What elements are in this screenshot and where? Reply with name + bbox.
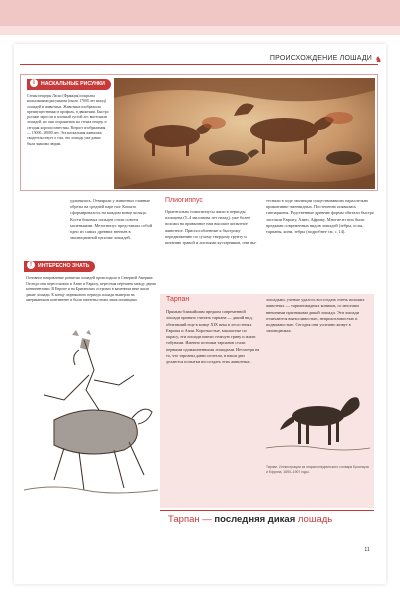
tarpan-heading: Тарпан [166, 296, 190, 303]
pliohippus-text: Ориентально плиогиппусы жили в периоды плиоцена (5–4 миллиона лет назад), уже более похожи на привычное нам высокое копытное животное. Приспособленные к быстрому передвижению по сухому твердому грунту и питанию травой и листьями кустарников, они вы- [165, 209, 257, 246]
horse-icon: ♞ [374, 55, 382, 64]
header-divider [20, 64, 378, 65]
cave-painting-image [114, 78, 375, 189]
pliohippus-heading: Плиогиппус [165, 197, 203, 204]
info-icon: i [30, 79, 38, 87]
cave-paintings-box [20, 74, 378, 191]
rider-illustration [24, 330, 158, 500]
mesohippus-continued-text: удлинялась. Отмирали у животных главные обрезы на средней паре ног. Копыто сформировалось на каждом конце кольца. Кости боковых пальцев стали совсем маленькими. Мезогиппус представлял собой одно из самых древних звеньев в эволюционной цепочке лошадей. [70, 198, 153, 241]
tarpan-illustration [266, 376, 370, 460]
tarpan-right-text: лошадьми, ученые удалось воссоздать очень похожих животных — тарпановидных коников, со многими внешними признаками дикой лошади. Эти лошади отличаются выносливостью, неприхотливостью и подвижностью. Сегодня они успешно живут в заповедниках. [266, 297, 365, 334]
bottom-banner-text [168, 514, 332, 525]
interesting-label-text: ИНТЕРЕСНО ЗНАТЬ [38, 263, 90, 269]
interesting-label [24, 261, 95, 272]
tarpan-caption: Тарпан. Иллюстрация из энциклопедического словаря Брокгауза и Ефрона, 1890–1907 годы. [266, 465, 369, 474]
interesting-text: Основное направление развития лошадей происходило в Северной Америке. Отсюда они переселялись в Азию и Европу, пересекая перешеек между двумя континентами. В Европе и на Британских островах в каменном веке жили дикие лошади. К концу ледникового периода лошади вымерли на американском континенте и были завезены снова лишь испанцами. [26, 276, 156, 303]
section-title: ПРОИСХОЖДЕНИЕ ЛОШАДИ [269, 55, 372, 62]
info-icon: ! [27, 261, 35, 269]
cave-label-text: НАСКАЛЬНЫЕ РИСУНКИ [41, 81, 105, 87]
top-band [0, 0, 400, 26]
cave-text: Стены пещеры Ласко (Франция) покрыты наскальными рисунками (около 17000 лет назад) лошадей и животных. Животных изображали преимущественно в профиль, в движении. Быстро росшие заросли и плотный густой лес вытеснили лошадей, но они сохранились на стенах пещер, и сегодня хорошо известны. Возраст изображения — 15000–18000 лет. Эта наскальная живопись свидетельствует о том, что лошадь уже давно была знакома людям. [27, 94, 109, 146]
banner-part2: последняя дикая [214, 514, 296, 525]
cave-label [27, 79, 111, 90]
banner-part3: лошадь [295, 514, 333, 525]
banner-part1: Тарпан — [168, 514, 215, 525]
page-number: 11 [364, 547, 370, 553]
tarpan-left-text: Прямым ближайшим предком современной лошади принято считать тарпана — дикий вид, обитавший еще в конце XIX века в лесостепях Европы и Азии. Короткостые, мышастые по окрасу, эти лошади имели стоячую гриву и жили табунами. Именно потомки тарпанов стали первыми одомашненными лошадьми. Несмотря на то, что тарпаны давно исчезли, в наши дни делаются попытки воссоздать этих животных. [166, 309, 260, 365]
top-band-light [0, 26, 400, 35]
evolution-text: тесняли в ходе эволюции существовавших параллельно примитивно-змеевидных. Постепенно появились гиппарионы. Родственные древние формы обитали быстро заселяли Европу, Азию, Африку. Многие из них были предками современных видов лошадей (зебры, ослы, тарпаны, кони, зебры (подробнее см. с. 14). [266, 198, 374, 235]
